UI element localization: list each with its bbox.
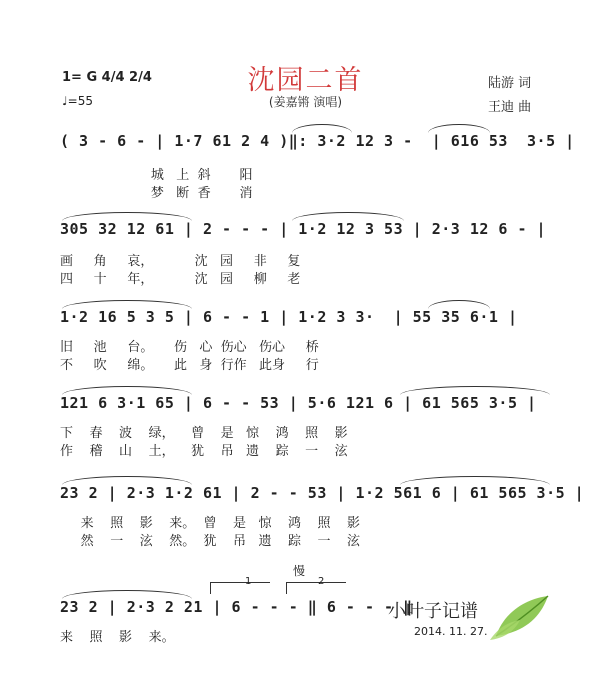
slur (62, 300, 192, 309)
notation-line-6: 23 2 | 2·3 2 21 | 6 - - - ‖ 6 - - - ‖ (60, 598, 413, 616)
slur (400, 386, 550, 395)
song-title: 沈园二首 (247, 65, 364, 96)
lyric-line-4b: 作 稽 山 土， 犹 吊 遗 踪 一 泫 (60, 444, 348, 459)
notation-line-1: ( 3 - 6 - | 1·7 61 2 4 )‖: 3·2 12 3 - | 616 53 3·5 | (60, 132, 575, 150)
volta-first-bracket (210, 582, 270, 583)
volta-second-label: 2 (318, 576, 325, 587)
date-stamp: 2014. 11. 27. (414, 625, 488, 638)
volta-first-label: 1 (245, 576, 252, 587)
lyric-line-4a: 下 春 波 绿， 曾 是 惊 鸿 照 影 (60, 426, 348, 441)
leaf-logo-icon (486, 588, 556, 643)
lyric-line-6a: 来 照 影 来。 (60, 630, 175, 645)
slur (292, 212, 404, 221)
slur (62, 212, 192, 221)
slur (62, 590, 192, 599)
performer-note: (姜嘉锵 演唱) (268, 95, 343, 109)
lyric-line-2a: 画 角 哀， 沈 园 非 复 (60, 254, 301, 269)
brand-signature: 小叶子记谱 (388, 601, 478, 622)
slur (400, 476, 550, 485)
volta-second-bracket (286, 582, 346, 583)
slow-marking: 慢 (293, 564, 306, 578)
key-signature: 1= G 4/4 2/4 (62, 70, 152, 85)
notation-line-2: 305 32 12 61 | 2 - - - | 1·2 12 3 53 | 2·3 12 6 - | (60, 220, 547, 238)
lyric-line-5a: 来 照 影 来。 曾 是 惊 鸿 照 影 (60, 516, 361, 531)
slur (428, 124, 490, 133)
lyric-line-3b: 不 吹 绵。 此 身 行作 此身 行 (60, 358, 319, 373)
composer-credit: 王迪 曲 (488, 100, 532, 115)
volta-second-edge (286, 582, 287, 594)
lyric-line-1b: 梦 断 香 消 (60, 186, 253, 201)
lyric-line-5b: 然 一 泫 然。 犹 吊 遗 踪 一 泫 (60, 534, 361, 549)
slur (428, 300, 490, 309)
lyric-line-3a: 旧 池 台。 伤 心 伤心 伤心 桥 (60, 340, 319, 355)
lyric-line-2b: 四 十 年， 沈 园 柳 老 (60, 272, 301, 287)
slur (62, 386, 192, 395)
slur (292, 124, 352, 133)
slur (62, 476, 192, 485)
notation-line-4: 121 6 3·1 65 | 6 - - 53 | 5·6 121 6 | 61 565 3·5 | (60, 394, 537, 412)
lyricist-credit: 陆游 词 (488, 76, 532, 91)
notation-line-5: 23 2 | 2·3 1·2 61 | 2 - - 53 | 1·2 561 6 | 61 565 3·5 | (60, 484, 585, 502)
tempo-mark: ♩=55 (62, 94, 93, 108)
volta-first-edge (210, 582, 211, 594)
notation-line-3: 1·2 16 5 3 5 | 6 - - 1 | 1·2 3 3· | 55 35 6·1 | (60, 308, 518, 326)
lyric-line-1a: 城 上 斜 阳 (60, 168, 253, 183)
